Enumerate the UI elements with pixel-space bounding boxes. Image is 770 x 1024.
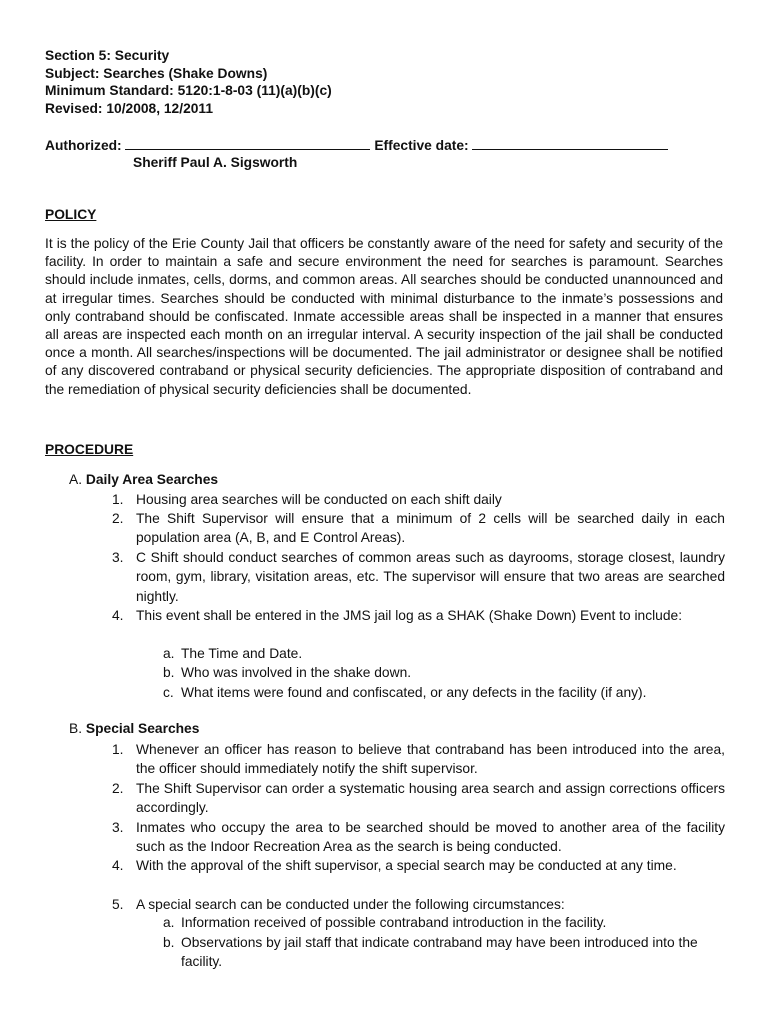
sub-item (163, 663, 725, 682)
item-text: This event shall be entered in the JMS jail log as a SHAK (Shake Down) Event to include: (136, 608, 683, 623)
item-number: 2. (112, 781, 124, 796)
sub-letter: b. (163, 935, 175, 950)
sub-letter: c. (163, 685, 174, 700)
item-text: C Shift should conduct searches of common areas such as dayrooms, storage closest, laundry room, gym, library, visitation areas, etc. The supervisor will ensure that two areas are searched nightly. (136, 550, 725, 604)
sub-text: The Time and Date. (181, 646, 303, 661)
list-item (112, 895, 725, 914)
item-text: Whenever an officer has reason to believe that contraband has been introduced into the area, the officer should immediately notify the shift supervisor. (136, 742, 725, 777)
list-item (112, 548, 725, 606)
section-a-letter: A. (69, 472, 83, 487)
item-text: Housing area searches will be conducted on each shift daily (136, 492, 502, 507)
authorized-label: Authorized: (45, 138, 122, 153)
list-item (112, 740, 725, 779)
item-text: Inmates who occupy the area to be searched should be moved to another area of the facility such as the Indoor Recreation Area as the search is being conducted. (136, 820, 725, 855)
item-text: The Shift Supervisor can order a systematic housing area search and assign corrections officers accordingly. (136, 781, 725, 816)
sub-item (163, 683, 725, 702)
item-text: A special search can be conducted under the following circumstances: (136, 897, 565, 912)
procedure-heading: PROCEDURE (45, 442, 134, 457)
item-number: 1. (112, 742, 124, 757)
list-item (112, 509, 725, 548)
minimum-standard-line: Minimum Standard: 5120:1-8-03 (11)(a)(b)(c) (45, 83, 332, 98)
subject-line: Subject: Searches (Shake Downs) (45, 66, 268, 81)
sub-letter: b. (163, 665, 175, 680)
list-item (112, 779, 725, 818)
section-b-name: Special Searches (85, 721, 200, 736)
list-item (112, 856, 725, 875)
item-number: 3. (112, 550, 124, 565)
item-number: 1. (112, 492, 124, 507)
policy-heading: POLICY (45, 207, 97, 222)
section-b-letter: B. (69, 721, 83, 736)
sub-text: Who was involved in the shake down. (181, 665, 412, 680)
sub-text: Observations by jail staff that indicate contraband may have been introduced into the facility. (181, 935, 698, 970)
sub-letter: a. (163, 915, 175, 930)
sub-text: Information received of possible contraband introduction in the facility. (181, 915, 607, 930)
section-a-title (69, 472, 218, 487)
authorized-signature-field (125, 137, 370, 150)
sub-item (163, 913, 725, 932)
sub-text: What items were found and confiscated, or any defects in the facility (if any). (181, 685, 647, 700)
effective-date-label: Effective date: (374, 138, 469, 153)
sub-letter: a. (163, 646, 175, 661)
section-a-name: Daily Area Searches (85, 472, 219, 487)
item-number: 5. (112, 897, 124, 912)
section-title: Section 5: Security (45, 48, 170, 63)
section-b-title (69, 721, 199, 736)
list-item (112, 490, 725, 509)
item-number: 3. (112, 820, 124, 835)
list-item (112, 606, 725, 625)
list-item (112, 818, 725, 857)
effective-date-field (472, 137, 668, 150)
authorization-line (45, 137, 668, 155)
item-number: 4. (112, 608, 124, 623)
sub-item (163, 644, 725, 663)
item-text: With the approval of the shift supervisor, a special search may be conducted at any time. (136, 858, 677, 873)
signer-name: Sheriff Paul A. Sigsworth (133, 155, 298, 170)
sub-item (163, 933, 725, 972)
item-text: The Shift Supervisor will ensure that a minimum of 2 cells will be searched daily in each population area (A, B, and E Control Areas). (136, 511, 725, 546)
policy-paragraph: It is the policy of the Erie County Jail that officers be constantly aware of the need for safety and security of the facility. In order to maintain a safe and secure environment the need for searches is paramount. Searches should include inmates, cells, dorms, and common areas. All searches should be conducted unannounced and at irregular times. Searches should be conducted with minimal disturbance to the inmate’s possessions and only contraband should be confiscated. Inmate accessible areas shall be inspected in a manner that ensures all areas are inspected each month on an irregular interval. A security inspection of the jail shall be conducted once a month. All searches/inspections will be documented. The jail administrator or designee shall be notified of any discovered contraband or physical security deficiencies. The appropriate disposition of contraband and the remediation of physical security deficiencies shall be documented. (45, 236, 723, 397)
item-number: 4. (112, 858, 124, 873)
item-number: 2. (112, 511, 124, 526)
revised-line: Revised: 10/2008, 12/2011 (45, 101, 213, 116)
